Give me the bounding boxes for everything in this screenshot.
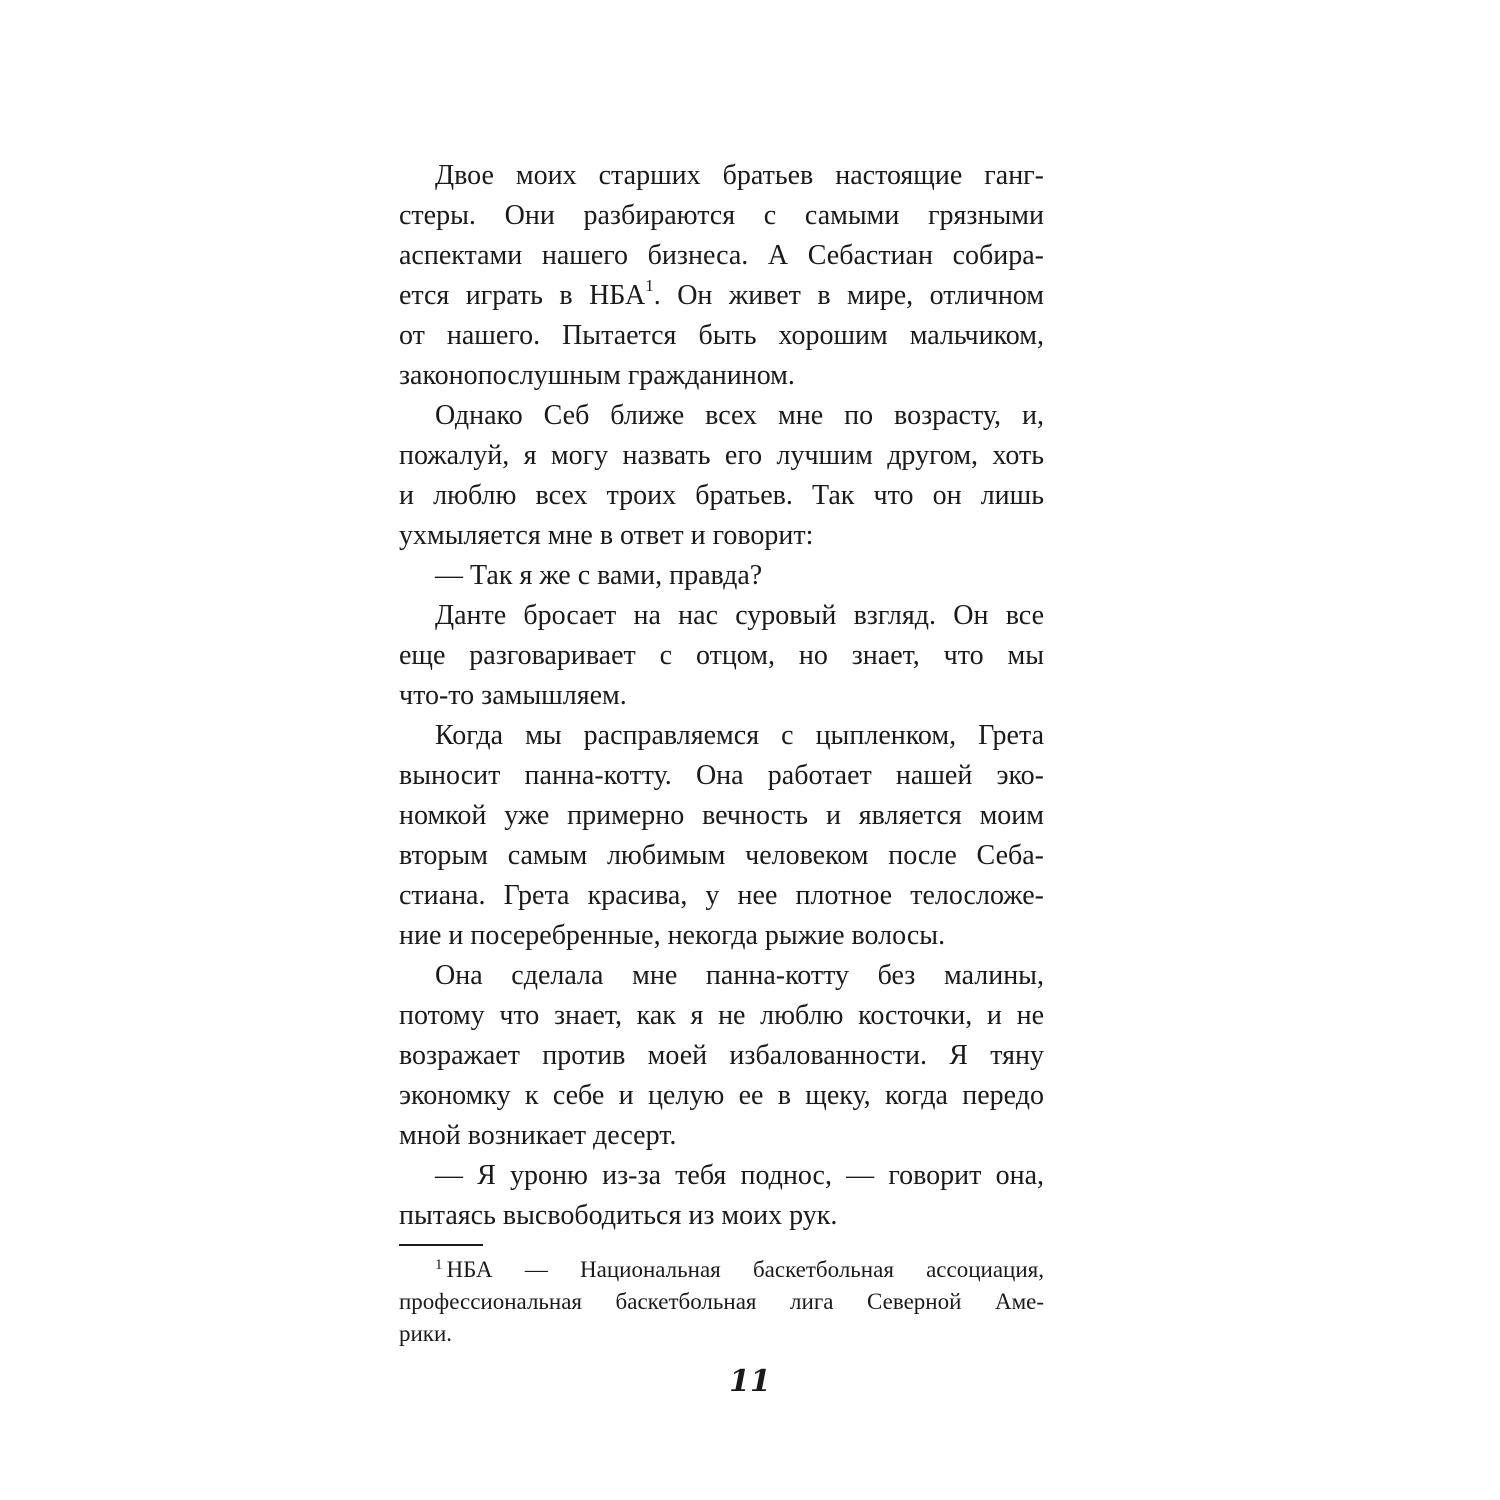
paragraph [399,556,1044,596]
footnote-line: профессиональная баскетбольная лига Северной Аме- [399,1289,1044,1314]
paragraph [399,716,1044,956]
paragraph [399,956,1044,1156]
text-line: вторым самым любимым человеком после Себа- [399,840,1044,871]
footnote-mark: 1 [435,1257,443,1273]
paragraph [399,156,1044,396]
text-line: мной возникает десерт. [399,1120,677,1151]
footnote-line: рики. [399,1321,453,1346]
paragraph [399,396,1044,556]
text-line: — Я уроню из-за тебя поднос, — говорит она, [435,1160,1044,1191]
text-line: еще разговаривает с отцом, но знает, что мы [399,640,1044,671]
text-fragment: . Он живет в мире, отличном [653,280,1044,311]
text-line: выносит панна-котту. Она работает нашей эко- [399,760,1044,791]
text-line: пытаясь высвободиться из моих рук. [399,1200,838,1231]
text-line: стеры. Они разбираются с самыми грязными [399,200,1044,231]
text-line: — Так я же с вами, правда? [435,560,763,591]
text-line: номкой уже примерно вечность и является моим [399,800,1044,831]
paragraph [399,596,1044,716]
text-line: стиана. Грета красива, у нее плотное телосложе- [399,880,1044,911]
text-line: Однако Себ ближе всех мне по возрасту, и, [435,400,1044,431]
page-number: 11 [729,1364,771,1399]
text-line: Она сделала мне панна-котту без малины, [435,960,1044,991]
text-line: экономку к себе и целую ее в щеку, когда передо [399,1080,1044,1111]
footnote-text: НБА — Национальная баскетбольная ассоциация, [446,1257,1044,1282]
text-line: потому что знает, как я не люблю косточки, и не [399,1000,1044,1031]
text-fragment: ется играть в НБА [399,280,646,311]
footnote [399,1254,1044,1350]
text-line: Двое моих старших братьев настоящие ганг- [435,160,1044,191]
footnote-divider [399,1244,483,1246]
body-text [399,156,1044,1236]
text-line: возражает против моей избалованности. Я тяну [399,1040,1044,1071]
text-line [399,276,1044,316]
text-line: Данте бросает на нас суровый взгляд. Он все [435,600,1044,631]
paragraph [399,1156,1044,1236]
footnote-reference[interactable]: 1 [645,276,654,295]
text-line: от нашего. Пытается быть хорошим мальчиком, [399,320,1044,351]
text-line: и люблю всех троих братьев. Так что он лишь [399,480,1044,511]
text-line: Когда мы расправляемся с цыпленком, Грета [435,720,1044,751]
text-line: законопослушным гражданином. [399,360,795,391]
text-line: ухмыляется мне в ответ и говорит: [399,520,814,551]
footnote-line [399,1254,1044,1286]
text-line: пожалуй, я могу назвать его лучшим другом, хоть [399,440,1044,471]
text-line: аспектами нашего бизнеса. А Себастиан собира- [399,240,1044,271]
text-line: ние и посеребренные, некогда рыжие волосы. [399,920,946,951]
text-line: что-то замышляем. [399,680,627,711]
